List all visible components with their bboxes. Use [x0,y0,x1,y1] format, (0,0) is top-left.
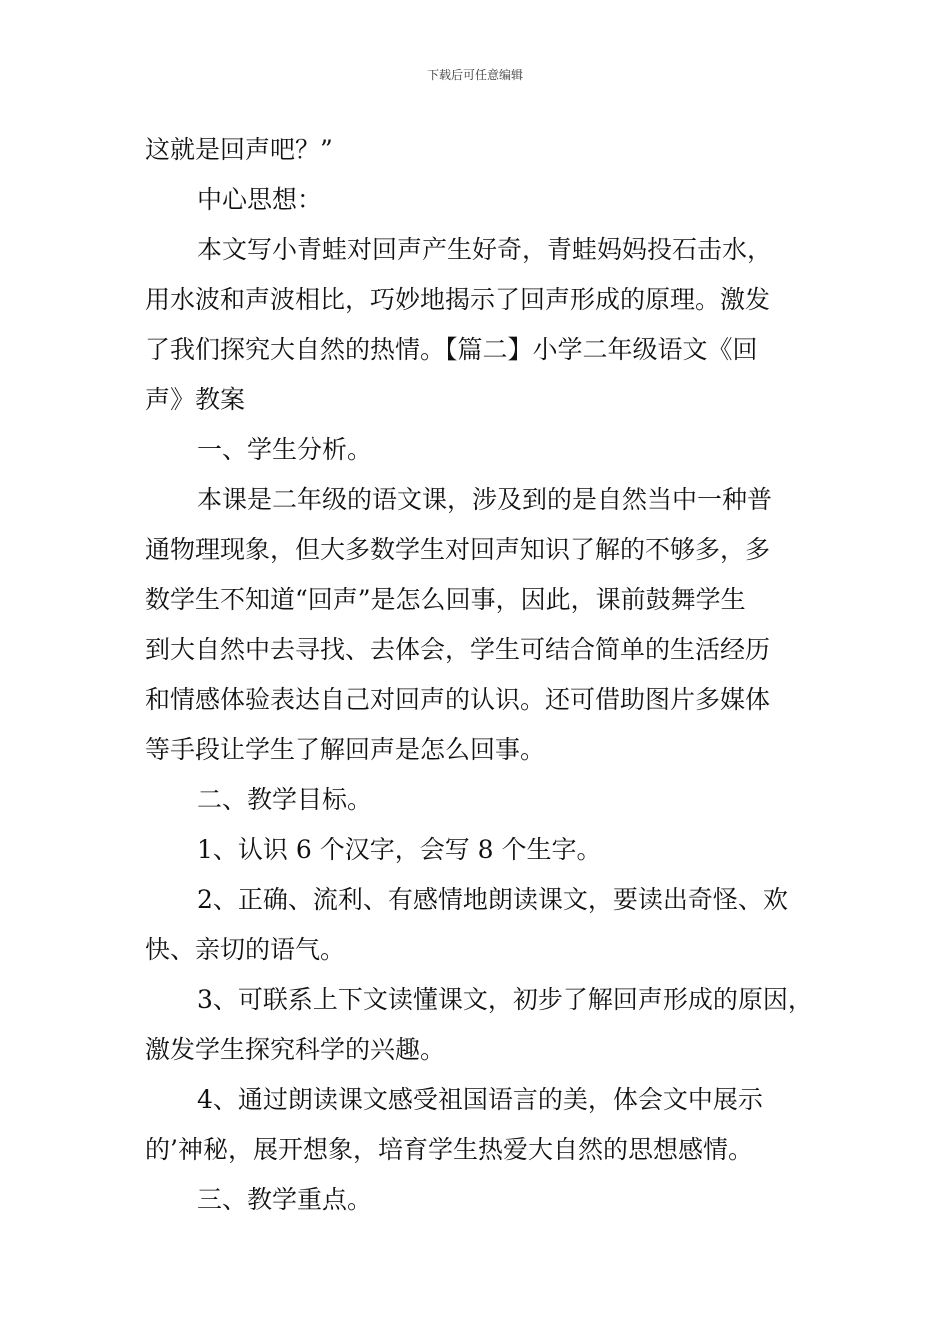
text-line: 等手段让学生了解回声是怎么回事。 [145,735,546,764]
text-line: 本文写小青蛙对回声产生好奇，青蛙妈妈投石击水， [197,235,773,264]
text-line: 和情感体验表达自己对回声的认识。还可借助图片多媒体 [145,685,771,714]
text-line: 3、可联系上下文读懂课文，初步了解回声形成的原因， [197,985,813,1014]
text-line: 通物理现象，但大多数学生对回声知识了解的不够多，多 [145,535,771,564]
text-line: 数学生不知道“回声”是怎么回事，因此，课前鼓舞学生 [145,585,746,614]
text-line: 用水波和声波相比，巧妙地揭示了回声形成的原理。激发 [145,285,771,314]
text-line: 二、教学目标。 [197,785,373,814]
page-header: 下载后可任意编辑 [426,68,523,82]
text-line: 本课是二年级的语文课，涉及到的是自然当中一种普 [197,485,773,514]
text-line: 三、教学重点。 [197,1185,373,1214]
text-line: 到大自然中去寻找、去体会，学生可结合简单的生活经历 [145,635,771,664]
text-line: 声》教案 [145,385,246,414]
text-line: 中心思想： [197,185,323,214]
text-line: 快、亲切的语气。 [145,935,346,964]
text-line: 一、学生分析。 [197,435,373,464]
text-line: 激发学生探究科学的兴趣。 [145,1035,446,1064]
text-line: 了我们探究大自然的热情。【篇二】小学二年级语文《回 [145,335,758,364]
text-line: 1、认识 6 个汉字，会写 8 个生字。 [197,835,602,864]
text-line: 这就是回声吧？” [145,135,333,164]
text-line: 4、通过朗读课文感受祖国语言的美，体会文中展示 [197,1085,763,1114]
text-line: 的’神秘，展开想象，培育学生热爱大自然的思想感情。 [145,1135,753,1164]
text-line: 2、正确、流利、有感情地朗读课文，要读出奇怪、欢 [197,885,788,914]
